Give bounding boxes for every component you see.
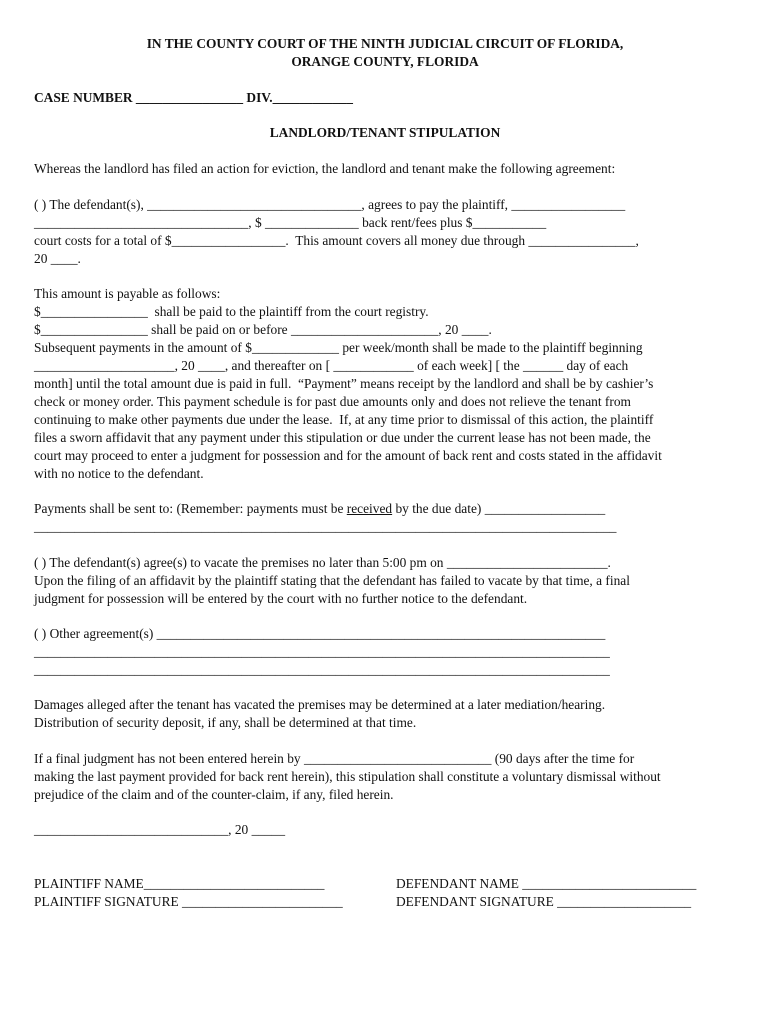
schedule-line: court may proceed to enter a judgment for possession and for the amount of back rent and costs stated in the affidavit [34, 448, 662, 463]
final-judgment-line: prejudice of the claim and of the counter-claim, if any, filed herein. [34, 787, 394, 802]
other-agreement-line: ( ) Other agreement(s) ___________________________________________________________________ [34, 626, 606, 641]
schedule-line: check or money order. This payment schedule is for past due amounts only and does not relieve the tenant from [34, 394, 631, 409]
case-number-line: CASE NUMBER ________________ DIV.____________ [34, 90, 353, 105]
damages-line: Distribution of security deposit, if any, shall be determined at that time. [34, 715, 417, 730]
payments-sent-line [34, 500, 605, 517]
defendant-signature-line: DEFENDANT SIGNATURE ____________________ [396, 894, 692, 909]
vacate-line: judgment for possession will be entered by the court with no further notice to the defendant. [34, 591, 528, 606]
other-agreement-line: ______________________________________________________________________________________ [34, 662, 610, 677]
payment-agreement-line: court costs for a total of $_________________. This amount covers all money due through ________________, [34, 233, 639, 248]
final-judgment-line: If a final judgment has not been entered herein by ____________________________ (90 days after the time for [34, 751, 635, 766]
schedule-line: Subsequent payments in the amount of $_____________ per week/month shall be made to the plaintiff beginning [34, 340, 643, 355]
vacate-line: ( ) The defendant(s) agree(s) to vacate the premises no later than 5:00 pm on ________________________. [34, 555, 611, 570]
schedule-line: with no notice to the defendant. [34, 466, 204, 481]
payments-sent-blank-line: _______________________________________________________________________________________ [34, 519, 617, 534]
document-title: LANDLORD/TENANT STIPULATION [269, 125, 501, 140]
payment-agreement-line: ( ) The defendant(s), ________________________________, agrees to pay the plaintiff, _________________ [34, 197, 626, 212]
plaintiff-signature-line: PLAINTIFF SIGNATURE ________________________ [34, 894, 343, 909]
court-heading-line1: IN THE COUNTY COURT OF THE NINTH JUDICIAL CIRCUIT OF FLORIDA, [146, 36, 624, 51]
schedule-line: continuing to make other payments due under the lease. If, at any time prior to dismissal of this action, the plaintiff [34, 412, 654, 427]
payment-agreement-line: 20 ____. [34, 251, 81, 266]
other-agreement-line: ______________________________________________________________________________________ [34, 644, 610, 659]
intro-paragraph: Whereas the landlord has filed an action for eviction, the landlord and tenant make the following agreement: [34, 161, 616, 176]
payment-agreement-line: ________________________________, $ ______________ back rent/fees plus $___________ [34, 215, 547, 230]
defendant-name-line: DEFENDANT NAME __________________________ [396, 876, 697, 891]
schedule-line: month] until the total amount due is paid in full. “Payment” means receipt by the landlord and shall be by cashier’s [34, 376, 654, 391]
damages-line: Damages alleged after the tenant has vacated the premises may be determined at a later mediation/hearing. [34, 697, 606, 712]
schedule-line: $________________ shall be paid to the plaintiff from the court registry. [34, 304, 429, 319]
court-heading-line2: ORANGE COUNTY, FLORIDA [291, 54, 479, 69]
vacate-line: Upon the filing of an affidavit by the plaintiff stating that the defendant has failed to vacate by that time, a final [34, 573, 630, 588]
schedule-line: $________________ shall be paid on or before ______________________, 20 ____. [34, 322, 492, 337]
payments-received-emphasis: received [346, 501, 393, 516]
date-line: _____________________________, 20 _____ [34, 822, 286, 837]
schedule-line: This amount is payable as follows: [34, 286, 221, 301]
plaintiff-name-line: PLAINTIFF NAME___________________________ [34, 876, 325, 891]
schedule-line: _____________________, 20 ____, and thereafter on [ ____________ of each week] [ the ______ day of each [34, 358, 629, 373]
payments-sent-suffix: by the due date) __________________ [392, 501, 606, 516]
payments-sent-prefix: Payments shall be sent to: (Remember: payments must be [34, 501, 347, 516]
schedule-line: files a sworn affidavit that any payment under this stipulation or due under the current lease has not been made, the [34, 430, 651, 445]
final-judgment-line: making the last payment provided for back rent herein), this stipulation shall constitute a voluntary dismissal without [34, 769, 661, 784]
